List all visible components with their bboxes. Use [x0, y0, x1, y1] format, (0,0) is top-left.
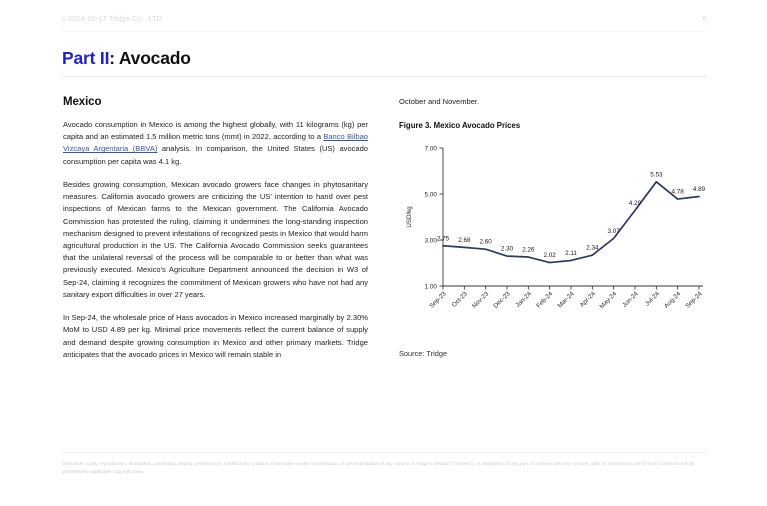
disclaimer-line-1: Disclaimer: Copy, reproduction, distribution, publishing, display, performance, modification, creation of derivative works, transmission, or any exploitation of any content in Tridge's website ("Content"), or — [62, 461, 481, 466]
x-tick-label: Jul-24 — [643, 290, 661, 308]
paragraph-1-text-a: Avocado consumption in Mexico is among the highest globally, with 11 kilograms (kg) per capita and an estimated 1.5 million metric tons (mmt) in 2022, according to a — [63, 120, 368, 142]
page-title-part: Part II — [62, 48, 110, 68]
data-point-label: 2.26 — [522, 246, 535, 254]
y-tick-label: 7.00 — [424, 145, 437, 153]
data-point-label: 2.68 — [458, 237, 471, 245]
avocado-price-chart — [399, 134, 707, 349]
data-point-label: 2.11 — [565, 250, 577, 258]
disclaimer-text — [62, 460, 712, 476]
x-tick-label: May-24 — [598, 290, 619, 311]
footer-divider — [62, 452, 707, 453]
paragraph-phytosanitary: Besides growing consumption, Mexican avocado growers face changes in phytosanitary measures. California avocado growers are criticizing the US' intention to hand over pest inspections of Mexican farms to the Mexican government. The California Avocado Commission has protested the ruling, claiming it undermines the long-standing inspection mechanism designed to prevent infestations of recognized pests in Mexico that would harm agricultural production in the US. The California Avocado Commission seeks guarantees that the unilateral reversal of the process will be comparable to or better than what was previously executed. Mexico's Agriculture Department announced the decision in W3 of Sep-24, claiming it recognizes the commitment of Mexican growers who have not had any sanitary export difficulties in over 27 years. — [63, 179, 368, 299]
data-point-label: 4.89 — [692, 186, 706, 194]
paragraph-price: In Sep-24, the wholesale price of Hass avocados in Mexico increased marginally by 2.30% MoM to USD 4.89 per kg. Minimal price movements reflect the current balance of supply and demand despite growing consumption in Mexico and other primary markets. Tridge anticipates that the avocado prices in Mexico will remain stable in — [63, 313, 368, 359]
bbva-analysis-link[interactable]: Banco Bilbao Vizcaya Argentaria (BBVA) — [63, 132, 368, 154]
y-tick-label: 5.00 — [424, 191, 437, 199]
x-tick-label: Sep-24 — [684, 290, 704, 310]
left-column — [63, 96, 368, 361]
data-point-label: 2.02 — [543, 252, 556, 260]
x-tick-label: Nov-23 — [470, 290, 491, 310]
data-point-label: 5.53 — [650, 171, 663, 179]
paragraph-consumption — [63, 119, 368, 168]
copyright-text: c 2024-10-17 Tridge Co., LTD — [62, 14, 163, 23]
section-heading-mexico: Mexico — [63, 96, 102, 108]
data-point-label: 2.60 — [479, 238, 492, 246]
figure-title: Figure 3. Mexico Avocado Prices — [399, 121, 521, 131]
data-point-label: 4.78 — [671, 188, 684, 196]
data-point-label: 2.75 — [436, 235, 450, 243]
x-tick-label: Dec-23 — [492, 290, 512, 310]
data-point-label: 2.34 — [586, 244, 599, 252]
page-title — [62, 48, 191, 69]
paragraph-continued: October and November. — [399, 97, 480, 106]
running-header — [62, 14, 707, 23]
x-tick-label: Mar-24 — [556, 290, 576, 310]
page-number: 6 — [702, 14, 707, 23]
x-tick-label: Aug-24 — [662, 290, 683, 310]
chart-svg — [399, 134, 707, 349]
data-point-label: 2.30 — [500, 245, 514, 253]
y-axis-title: USD/kg — [406, 206, 413, 228]
chart-source: Source: Tridge — [399, 349, 448, 359]
x-tick-label: Oct-23 — [450, 290, 469, 310]
x-tick-label: Sep-23 — [428, 290, 448, 310]
right-column — [399, 96, 707, 358]
disclaimer-line-2: distribution of any part of Content over any network, sale, or commercial use of such Content is strictly prohibited by applicable copyright laws. — [62, 461, 695, 475]
data-point-label: 4.29 — [628, 200, 642, 208]
x-tick-label: Jun-24 — [621, 290, 640, 310]
title-divider — [62, 76, 707, 77]
y-tick-label: 1.00 — [424, 283, 437, 291]
x-tick-label: Apr-24 — [578, 290, 597, 310]
x-tick-label: Feb-24 — [535, 290, 555, 310]
y-tick-label: 3.00 — [424, 237, 437, 245]
header-divider — [62, 31, 707, 32]
data-point-label: 3.07 — [607, 228, 620, 236]
x-tick-label: Jan-24 — [514, 290, 533, 310]
paragraph-1-text-b: analysis. In comparison, the United States (US) avocado consumption per capita was 4.1 kg. — [63, 144, 368, 166]
page-title-name: : Avocado — [109, 48, 191, 68]
